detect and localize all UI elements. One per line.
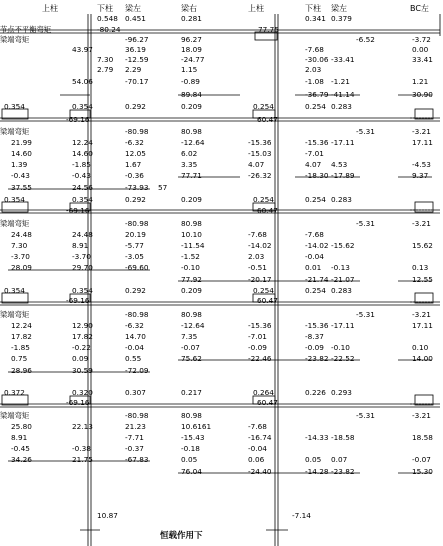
mid-col-top-label: 上柱 (248, 4, 264, 13)
moment-value: 1.21 (412, 77, 429, 86)
moment-value: 24.48 (11, 230, 32, 239)
distribution-factor: 0.254 (305, 195, 326, 204)
moment-value: -7.01 (248, 332, 267, 341)
distribution-factor: 0.209 (181, 286, 202, 295)
moment-value: -15.43 (181, 433, 205, 442)
moment-value: -0.04 (125, 343, 144, 352)
moment-value: -7.01 (305, 149, 324, 158)
moment-value: -3.21 (412, 127, 431, 136)
moment-value: 12.05 (125, 149, 146, 158)
moment-value: 3.35 (181, 160, 198, 169)
moment-value: 17.11 (412, 138, 433, 147)
moment-value: 77.92 (181, 275, 202, 284)
moment-value: -12.64 (181, 321, 205, 330)
moment-value: -33.41 (331, 55, 355, 64)
moment-value: 37.55 (11, 183, 32, 192)
moment-value: -0.36 (125, 171, 144, 180)
moment-value: 25.80 (11, 422, 32, 431)
moment-value: -23.82 (305, 354, 329, 363)
distribution-factor: 0.292 (125, 286, 146, 295)
moment-value: 80.98 (181, 411, 202, 420)
moment-value: 12.24 (72, 138, 93, 147)
node-moment-value: -69.16 (66, 115, 90, 124)
moment-value: -24.40 (248, 467, 272, 476)
moment-value: -0.89 (181, 77, 200, 86)
moment-value: 0.00 (412, 45, 429, 54)
moment-value: 1.39 (11, 160, 28, 169)
distribution-factor: 0.283 (331, 102, 352, 111)
moment-value: 8.91 (72, 241, 89, 250)
node-unbalanced-moment-label: 节点不平衡弯矩 (0, 25, 52, 34)
moment-value: -6.32 (125, 138, 144, 147)
moment-value: -0.07 (181, 343, 200, 352)
moment-value: 7.30 (11, 241, 28, 250)
moment-value: 77.71 (181, 171, 202, 180)
moment-value: -5.31 (356, 411, 375, 420)
moment-value: -0.37 (125, 444, 144, 453)
moment-value: -67.83 (125, 455, 149, 464)
moment-value: -18.30 (305, 171, 329, 180)
left-col-right-beam-label: 梁左 (125, 4, 141, 13)
distribution-factor: 0.354 (4, 102, 25, 111)
node-moment-value: -69.16 (66, 206, 90, 215)
distribution-factor: 0.226 (305, 388, 326, 397)
moment-value: -7.68 (305, 45, 324, 54)
moment-value: 57 (158, 183, 168, 192)
moment-value: 28.96 (11, 366, 32, 375)
moment-value: -4.53 (412, 160, 431, 169)
diagram-caption: 恒载作用下 (160, 531, 203, 541)
moment-value: 4.53 (331, 160, 348, 169)
moment-value: -8.37 (305, 332, 324, 341)
distribution-factor: 0.283 (331, 286, 352, 295)
mid-col-right-beam-label: 梁左 (331, 4, 347, 13)
distribution-factor: 0.209 (181, 102, 202, 111)
moment-value: -0.13 (331, 263, 350, 272)
moment-value: -80.98 (125, 310, 149, 319)
moment-value: 12.90 (72, 321, 93, 330)
moment-value: -1.85 (11, 343, 30, 352)
beam-end-moment-label: 梁端弯矩 (0, 219, 30, 228)
distribution-factor: 0.354 (4, 286, 25, 295)
moment-value: -1.52 (181, 252, 200, 261)
moment-value: 0.05 (305, 455, 322, 464)
moment-value: -24.77 (181, 55, 205, 64)
moment-value: 33.41 (412, 55, 433, 64)
moment-value: -3.21 (412, 411, 431, 420)
moment-value: 21.23 (125, 422, 146, 431)
moment-value: -5.31 (356, 127, 375, 136)
moment-value: -7.68 (305, 230, 324, 239)
distribution-factor: 0.354 (72, 195, 93, 204)
moment-value: 0.75 (11, 354, 28, 363)
beam-end-moment-label: 梁端弯矩 (0, 310, 30, 319)
moment-value: -3.05 (125, 252, 144, 261)
moment-value: -7.68 (248, 230, 267, 239)
moment-value: 24.56 (72, 183, 93, 192)
moment-value: 4.07 (248, 160, 265, 169)
moment-value: -96.27 (125, 35, 149, 44)
moment-value: 29.70 (72, 263, 93, 272)
moment-value: -12.64 (181, 138, 205, 147)
moment-value: 21.99 (11, 138, 32, 147)
left-col-bottom-factor: 0.548 (97, 14, 118, 23)
moment-value: 43.97 (72, 45, 93, 54)
moment-value: 4.07 (305, 160, 322, 169)
moment-value: -0.38 (72, 444, 91, 453)
distribution-factor: 0.354 (72, 286, 93, 295)
moment-value: -15.36 (248, 138, 272, 147)
moment-value: -6.52 (356, 35, 375, 44)
beam-end-moment-label: 梁端弯矩 (0, 127, 30, 136)
moment-value: 24.48 (72, 230, 93, 239)
moment-value: -15.36 (248, 321, 272, 330)
moment-value: -7.68 (248, 422, 267, 431)
mid-col-right-beam-factor: 0.379 (331, 14, 352, 23)
moment-value: 75.62 (181, 354, 202, 363)
moment-value: -0.51 (248, 263, 267, 272)
moment-value: -36.79 (305, 90, 329, 99)
moment-value: -3.21 (412, 310, 431, 319)
moment-value: 36.19 (125, 45, 146, 54)
moment-value: -1.85 (72, 160, 91, 169)
mid-col-left-beam-factor: 0.281 (181, 14, 202, 23)
moment-value: 14.00 (412, 354, 433, 363)
moment-value: -15.03 (248, 149, 272, 158)
moment-value: -12.59 (125, 55, 149, 64)
moment-value: -0.18 (181, 444, 200, 453)
moment-value: 6.02 (181, 149, 198, 158)
moment-value: -41.14 (331, 90, 355, 99)
moment-value: -0.22 (72, 343, 91, 352)
moment-value: 21.75 (72, 455, 93, 464)
node-moment-value: 60.47 (257, 115, 278, 124)
moment-value: 2.29 (125, 65, 142, 74)
node-moment-value: 60.47 (257, 206, 278, 215)
moment-value: -72.09 (125, 366, 149, 375)
moment-value: -14.02 (248, 241, 272, 250)
node-moment-value: 60.47 (257, 398, 278, 407)
moment-value: -14.02 (305, 241, 329, 250)
moment-value: 8.91 (11, 433, 28, 442)
bc-left-label: BC左 (410, 4, 429, 13)
beam-end-moment-label: 梁端弯矩 (0, 411, 30, 420)
moment-value: 80.98 (181, 310, 202, 319)
distribution-factor: 0.254 (305, 102, 326, 111)
moment-value: 0.09 (72, 354, 89, 363)
distribution-factor: 0.209 (181, 195, 202, 204)
moment-value: 80.98 (181, 127, 202, 136)
moment-value: -0.43 (11, 171, 30, 180)
moment-value: -3.70 (11, 252, 30, 261)
moment-value: 12.55 (412, 275, 433, 284)
mid-col-bottom-label: 下柱 (305, 4, 321, 13)
moment-value: -0.09 (305, 343, 324, 352)
moment-value: 18.09 (181, 45, 202, 54)
moment-value: 14.60 (11, 149, 32, 158)
moment-value: -15.62 (331, 241, 355, 250)
distribution-factor: 0.254 (305, 286, 326, 295)
moment-value: -3.70 (72, 252, 91, 261)
moment-value: 7.30 (97, 55, 114, 64)
moment-value: -0.10 (181, 263, 200, 272)
beam-end-moment-label: 梁端弯矩 (0, 35, 30, 44)
distribution-factor: 0.354 (72, 102, 93, 111)
moment-value: 17.82 (11, 332, 32, 341)
moment-value: -5.31 (356, 310, 375, 319)
moment-value: -73.93 (125, 183, 149, 192)
moment-value: 17.82 (72, 332, 93, 341)
distribution-factor: 0.254 (253, 286, 274, 295)
moment-value: 80.98 (181, 219, 202, 228)
moment-value: -17.89 (331, 171, 355, 180)
moment-value: -7.71 (125, 433, 144, 442)
moment-value: 10.10 (181, 230, 202, 239)
moment-value: 1.67 (125, 160, 142, 169)
moment-value: -18.58 (331, 433, 355, 442)
moment-value: 2.03 (305, 65, 322, 74)
moment-value: 96.27 (181, 35, 202, 44)
moment-value: -21.07 (331, 275, 355, 284)
moment-value: -11.54 (181, 241, 205, 250)
moment-value: 0.10 (412, 343, 429, 352)
node-moment-value: -69.16 (66, 296, 90, 305)
distribution-factor: 0.293 (331, 388, 352, 397)
distribution-factor: 0.320 (72, 388, 93, 397)
moment-value: 0.55 (125, 354, 142, 363)
distribution-factor: 0.254 (253, 102, 274, 111)
node-moment-value: 60.47 (257, 296, 278, 305)
moment-value: -80.98 (125, 127, 149, 136)
moment-value: 0.01 (305, 263, 322, 272)
moment-value: -0.07 (412, 455, 431, 464)
moment-value: -15.36 (305, 321, 329, 330)
moment-value: -1.08 (305, 77, 324, 86)
moment-value: -3.21 (412, 219, 431, 228)
moment-value: 9.37 (412, 171, 429, 180)
distribution-factor: 0.292 (125, 195, 146, 204)
moment-value: -0.04 (305, 252, 324, 261)
distribution-factor: 0.254 (253, 195, 274, 204)
left-col-bottom-label: 下柱 (97, 4, 113, 13)
moment-value: -0.10 (331, 343, 350, 352)
moment-value: -23.82 (331, 467, 355, 476)
moment-value: 14.60 (72, 149, 93, 158)
moment-value: 76.04 (181, 467, 202, 476)
moment-value: 77.75 (258, 25, 279, 34)
moment-value: -0.04 (248, 444, 267, 453)
moment-value: 15.62 (412, 241, 433, 250)
moment-value: 30.90 (412, 90, 433, 99)
mid-col-bottom-factor: 0.341 (305, 14, 326, 23)
moment-value: -0.45 (11, 444, 30, 453)
distribution-factor: 0.354 (4, 195, 25, 204)
moment-value: -20.17 (248, 275, 272, 284)
mid-col-left-beam-label: 梁右 (181, 4, 197, 13)
moment-value: -70.17 (125, 77, 149, 86)
moment-value: -5.31 (356, 219, 375, 228)
moment-value: -21.74 (305, 275, 329, 284)
moment-value: -17.11 (331, 138, 355, 147)
moment-value: -0.09 (248, 343, 267, 352)
distribution-factor: 0.264 (253, 388, 274, 397)
moment-value: -1.21 (331, 77, 350, 86)
moment-value: 7.35 (181, 332, 198, 341)
moment-value: 0.05 (181, 455, 198, 464)
moment-value: -80.24 (97, 25, 121, 34)
distribution-factor: 0.292 (125, 102, 146, 111)
moment-value: -80.98 (125, 219, 149, 228)
base-moment-value: -7.14 (292, 511, 311, 520)
distribution-factor: 0.217 (181, 388, 202, 397)
moment-value: -0.43 (72, 171, 91, 180)
moment-value: -17.11 (331, 321, 355, 330)
moment-value: -14.28 (305, 467, 329, 476)
left-col-right-beam-factor: 0.451 (125, 14, 146, 23)
moment-value: 0.06 (248, 455, 265, 464)
moment-value: 2.03 (248, 252, 265, 261)
distribution-factor: 0.372 (4, 388, 25, 397)
moment-value: 22.13 (72, 422, 93, 431)
distribution-factor: 0.307 (125, 388, 146, 397)
moment-value: -6.32 (125, 321, 144, 330)
base-moment-value: 10.87 (97, 511, 118, 520)
moment-value: 0.13 (412, 263, 429, 272)
moment-value: -26.32 (248, 171, 272, 180)
left-col-top-label: 上柱 (42, 4, 58, 13)
moment-value: 1.15 (181, 65, 198, 74)
moment-value: 30.59 (72, 366, 93, 375)
moment-value: -16.74 (248, 433, 272, 442)
moment-value: 2.79 (97, 65, 114, 74)
moment-value: 15.30 (412, 467, 433, 476)
moment-value: 34.26 (11, 455, 32, 464)
moment-value: -14.33 (305, 433, 329, 442)
moment-value: -22.52 (331, 354, 355, 363)
moment-value: -15.36 (305, 138, 329, 147)
moment-value: 89.84 (181, 90, 202, 99)
moment-value: 17.11 (412, 321, 433, 330)
moment-value: -80.98 (125, 411, 149, 420)
moment-value: 18.58 (412, 433, 433, 442)
node-moment-value: -69.16 (66, 398, 90, 407)
moment-value: -22.46 (248, 354, 272, 363)
moment-value: 28.09 (11, 263, 32, 272)
moment-value: 12.24 (11, 321, 32, 330)
moment-value: -3.72 (412, 35, 431, 44)
moment-value: -69.60 (125, 263, 149, 272)
moment-value: 54.06 (72, 77, 93, 86)
moment-value: -5.77 (125, 241, 144, 250)
moment-value: 14.70 (125, 332, 146, 341)
moment-value: 0.07 (331, 455, 348, 464)
moment-value: 20.19 (125, 230, 146, 239)
distribution-factor: 0.283 (331, 195, 352, 204)
moment-value: 10.6161 (181, 422, 212, 431)
moment-value: -30.06 (305, 55, 329, 64)
